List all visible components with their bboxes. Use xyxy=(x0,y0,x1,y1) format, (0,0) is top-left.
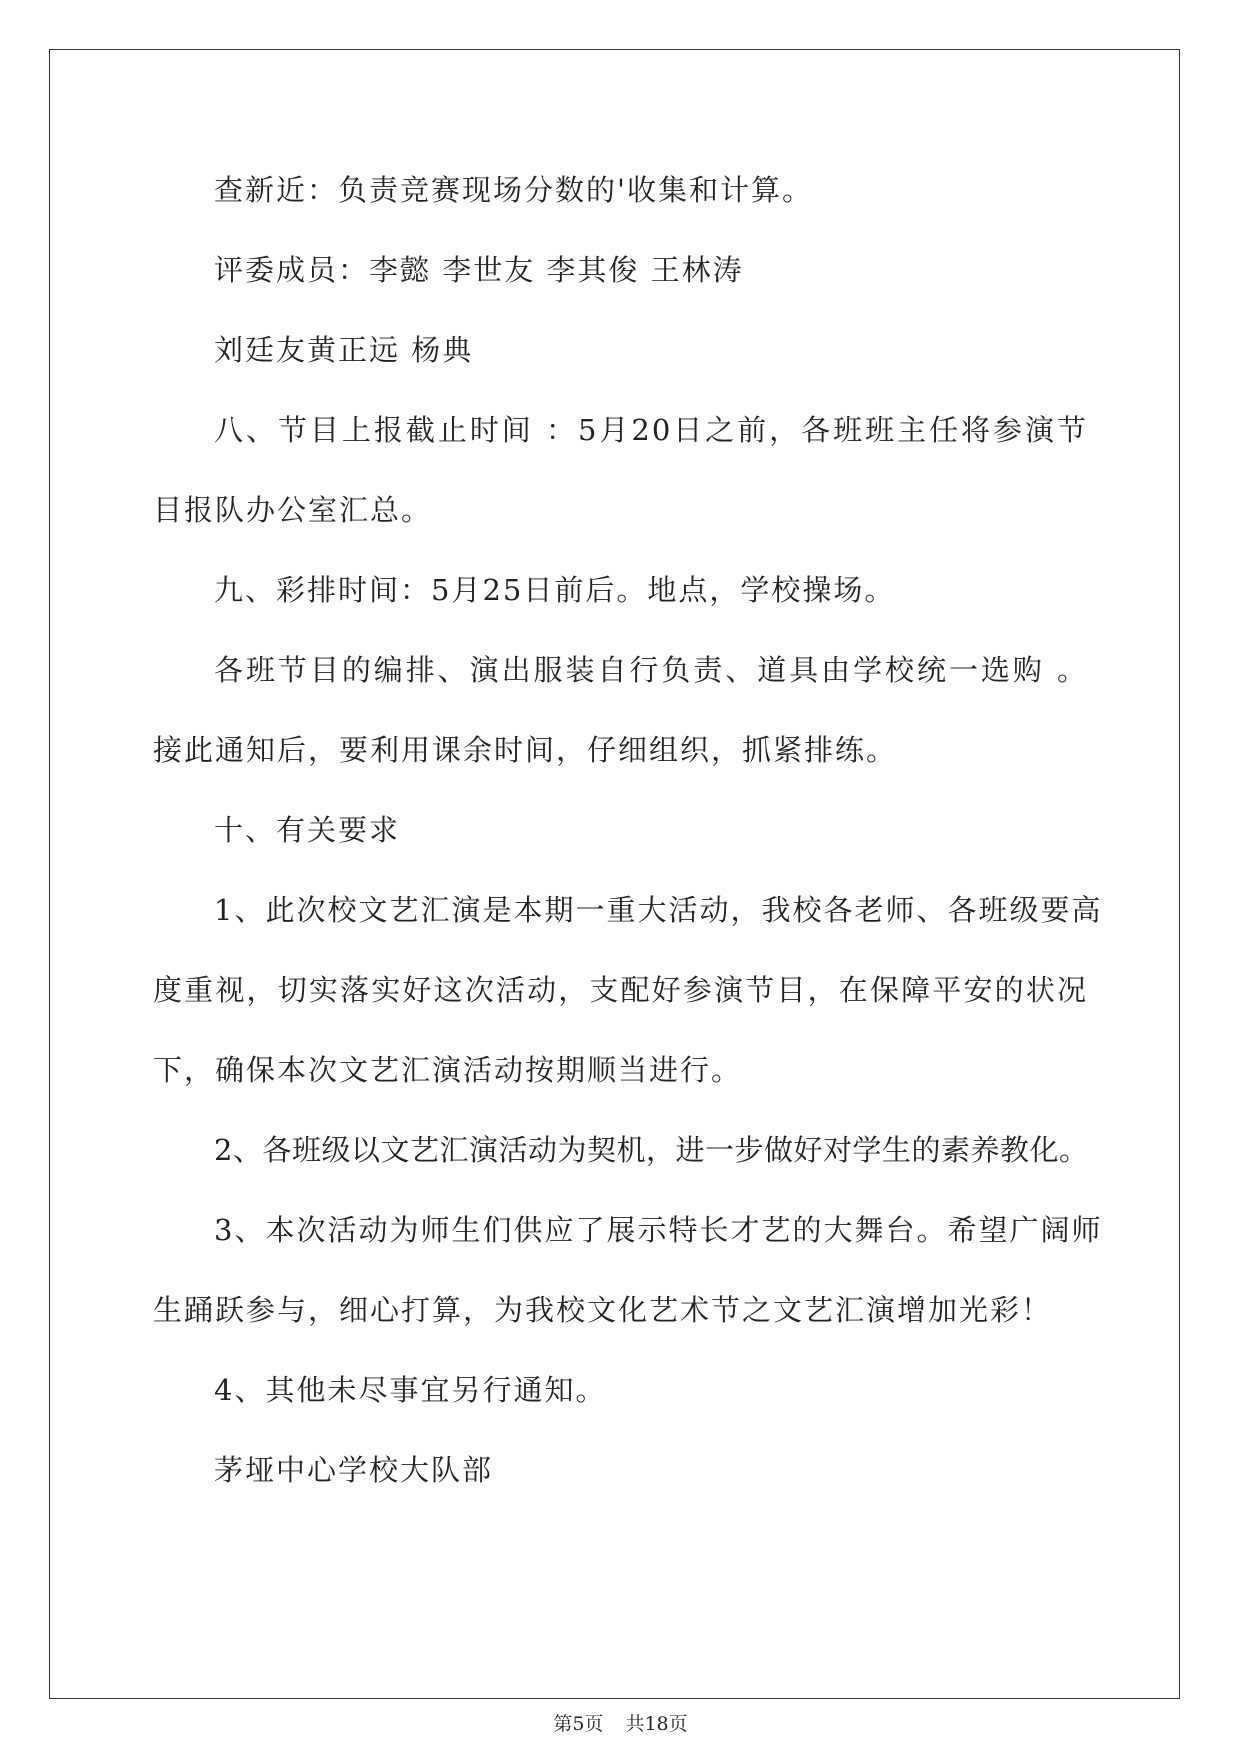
text-line: 生踊跃参与，细心打算，为我校文化艺术节之文艺汇演增加光彩！ xyxy=(153,1293,1053,1327)
text-line: 4、其他未尽事宜另行通知。 xyxy=(214,1373,607,1407)
text-line: 各班节目的编排、演出服装自行负责、道具由学校统一选购 。 xyxy=(214,653,1088,687)
text-line: 刘廷友黄正远 杨典 xyxy=(214,333,474,367)
text-line: 八、节目上报截止时间 ：5月20日之前，各班班主任将参演节 xyxy=(214,413,1088,447)
text-line: 接此通知后，要利用课余时间，仔细组织，抓紧排练。 xyxy=(153,733,898,767)
text-line: 2、各班级以文艺汇演活动为契机，进一步做好对学生的素养教化。 xyxy=(214,1133,1088,1167)
text-line: 3、本次活动为师生们供应了展示特长才艺的大舞台。希望广阔师 xyxy=(214,1213,1103,1247)
text-line: 目报队办公室汇总。 xyxy=(153,493,433,527)
text-line: 九、彩排时间：5月25日前后。地点，学校操场。 xyxy=(214,573,896,607)
text-line: 1、此次校文艺汇演是本期一重大活动，我校各老师、各班级要高 xyxy=(214,893,1103,927)
page-total: 共18页 xyxy=(625,1713,688,1735)
text-line: 下，确保本次文艺汇演活动按期顺当进行。 xyxy=(153,1053,743,1087)
section-heading: 十、有关要求 xyxy=(214,813,401,847)
text-line: 度重视，切实落实好这次活动，支配好参演节目，在保障平安的状况 xyxy=(153,973,1088,1007)
page-number: 第5页 xyxy=(553,1713,604,1735)
page-footer xyxy=(0,1712,1241,1736)
text-line: 评委成员：李懿 李世友 李其俊 王林涛 xyxy=(214,253,744,287)
signature-line: 茅垭中心学校大队部 xyxy=(214,1453,494,1487)
text-line: 查新近：负责竞赛现场分数的'收集和计算。 xyxy=(214,173,813,207)
